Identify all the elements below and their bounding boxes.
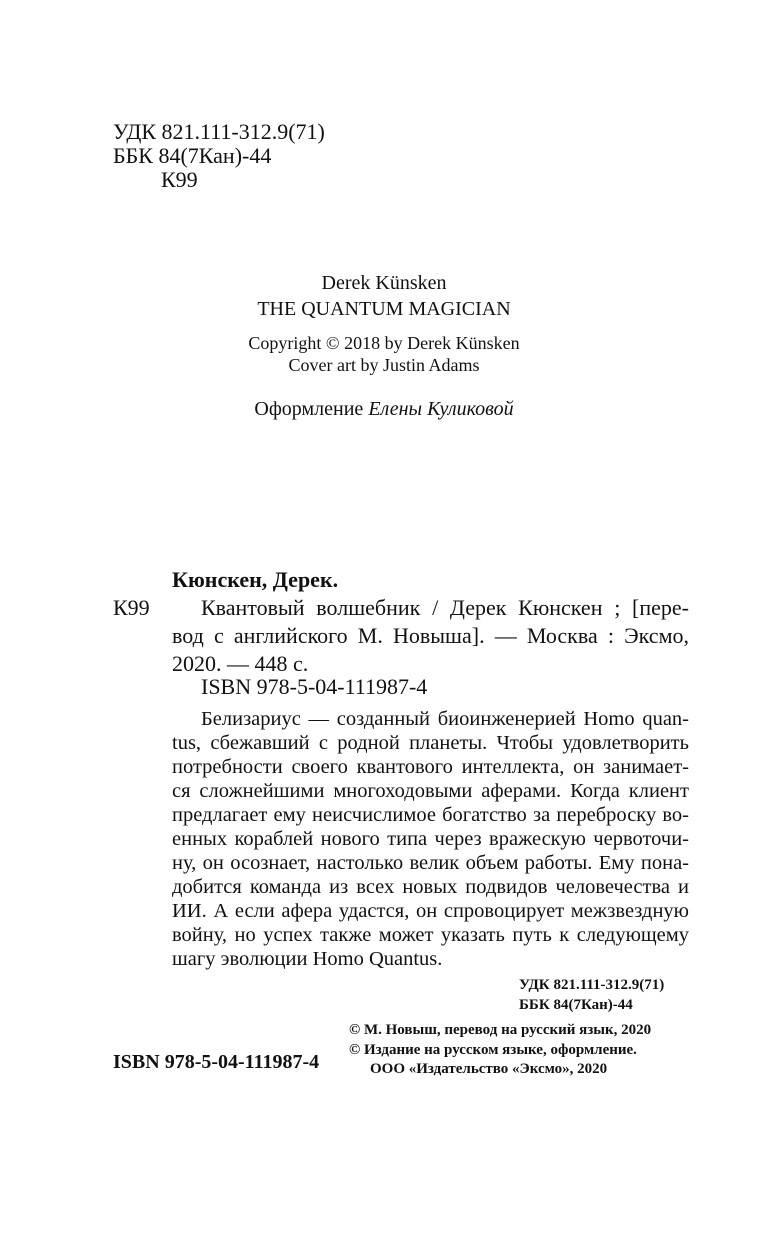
udk-code: УДК 821.111-312.9(71) (113, 119, 325, 144)
original-copyright: Copyright © 2018 by Derek Künsken (248, 333, 520, 353)
design-label: Оформление (254, 398, 364, 420)
author-mark: К99 (161, 167, 198, 192)
annotation-line: добится команда из всех новых подвидов человечества и (172, 876, 689, 898)
original-title: THE QUANTUM MAGICIAN (257, 298, 511, 320)
annotation-line: войну, но успех также может указать путь к следующему (172, 924, 689, 946)
annotation-line: ну, он осознает, настолько велик объем работы. Ему пона- (172, 852, 689, 874)
bbk-code: ББК 84(7Кан)-44 (113, 143, 272, 168)
annotation-line: ИИ. А если афера удастся, он спровоцирует межзвездную (172, 900, 689, 922)
original-author: Derek Künsken (321, 272, 447, 294)
cover-art-credit: Cover art by Justin Adams (288, 355, 480, 375)
footer-isbn: ISBN 978-5-04-111987-4 (113, 1051, 320, 1073)
design-credit (0, 397, 768, 421)
footer-copyright-publisher: ООО «Издательство «Эксмо», 2020 (370, 1061, 608, 1077)
annotation-line: Белизариус — созданный биоинженерией Homo quan- (201, 708, 689, 730)
catalog-mark: К99 (113, 595, 150, 620)
footer-bbk: ББК 84(7Кан)-44 (519, 997, 633, 1013)
annotation-line: ся сложнейшими многоходовыми аферами. Когда клиент (172, 780, 689, 802)
annotation-line: предлагает ему неисчислимое богатство за переброску во- (172, 804, 689, 826)
catalog-line-1: Квантовый волшебник / Дерек Кюнскен ; [пере- (201, 595, 689, 620)
catalog-heading: Кюнскен, Дерек. (172, 567, 339, 592)
annotation-line: tus, сбежавший с родной планеты. Чтобы удовлетворить (172, 732, 689, 754)
catalog-isbn: ISBN 978-5-04-111987-4 (201, 674, 428, 699)
annotation-line: енных кораблей нового типа через вражескую червоточи- (172, 828, 689, 850)
footer-copyright-edition: © Издание на русском языке, оформление. (349, 1042, 637, 1058)
annotation-line: шагу эволюции Homo Quantus. (172, 948, 443, 970)
footer-udk: УДК 821.111-312.9(71) (519, 977, 665, 993)
catalog-line-3: 2020. — 448 с. (172, 651, 309, 676)
footer-copyright-translation: © М. Новыш, перевод на русский язык, 2020 (349, 1022, 652, 1038)
catalog-line-2: вод с английского М. Новыша]. — Москва : Эксмо, (172, 623, 689, 648)
annotation-line: потребности своего квантового интеллекта, он занимает- (172, 756, 689, 778)
design-name: Елены Куликовой (368, 398, 514, 420)
